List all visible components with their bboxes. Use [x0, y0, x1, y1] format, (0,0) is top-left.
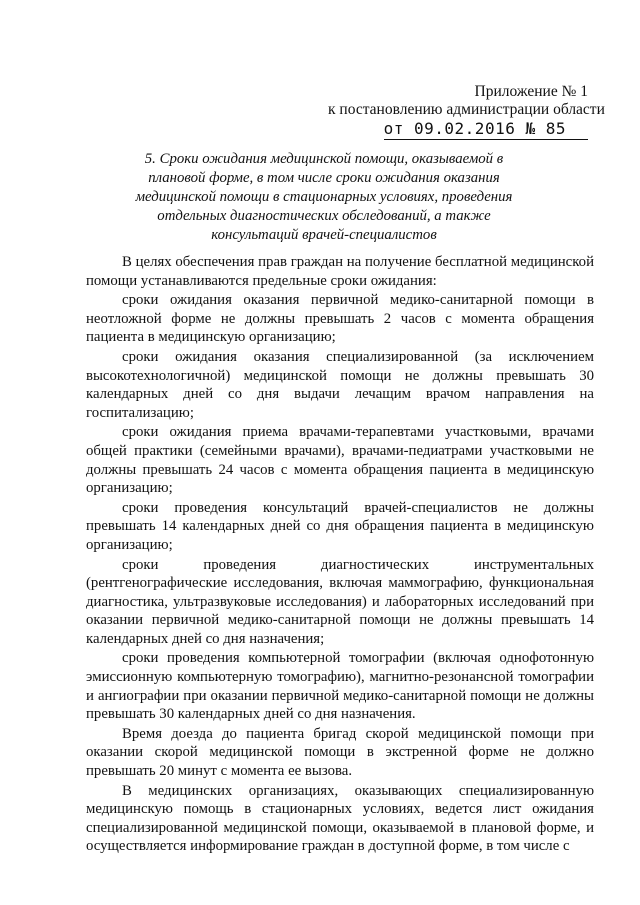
section-title: 5. Сроки ожидания медицинской помощи, оказываемой в плановой форме, в том числе сроки ожидания оказания медицинской помощи в стационарных условиях, проведения отдельных диагностических обследований, а также консультаций врачей-специалистов — [135, 151, 513, 243]
paragraph: В целях обеспечения прав граждан на получение бесплатной медицинской помощи устанавливаются предельные сроки ожидания: — [86, 254, 594, 289]
appendix-date: от 09.02.2016 № 85 — [384, 120, 588, 140]
appendix-title: Приложение № 1 — [474, 83, 588, 100]
paragraph: В медицинских организациях, оказывающих специализированную медицинскую помощь в стационарных условиях, ведется лист ожидания специализированной медицинской помощи, оказываемой в плановой форме, и осуществляется информирование граждан в доступной форме, в том числе с — [86, 782, 594, 855]
paragraph: сроки ожидания оказания специализированной (за исключением высокотехнологичной) медицинской помощи не должны превышать 30 календарных дней со дня выдачи лечащим врачом направления на госпитализацию; — [86, 348, 594, 421]
appendix-subtitle: к постановлению администрации области — [328, 101, 605, 118]
paragraph: сроки проведения диагностических инструментальных (рентгенографические исследования, включая маммографию, функциональная диагностика, ультразвуковые исследования) и лабораторных исследований при оказании первичной медико-санитарной помощи не должны превышать 14 календарных дней со дня назначения; — [86, 556, 594, 647]
body-text — [86, 253, 594, 857]
paragraph: сроки проведения компьютерной томографии (включая однофотонную эмиссионную компьютерную томографию), магнитно-резонансной томографии и ангиографии при оказании первичной медико-санитарной помощи не должны превышать 30 календарных дней со дня назначения. — [86, 650, 594, 723]
paragraph: сроки ожидания приема врачами-терапевтами участковыми, врачами общей практики (семейными врачами), врачами-педиатрами участковыми не должны превышать 24 часов с момента обращения пациента в медицинскую организацию; — [86, 424, 594, 497]
paragraph: Время доезда до пациента бригад скорой медицинской помощи при оказании скорой медицинской помощи в экстренной форме не должно превышать 20 минут с момента ее вызова. — [86, 725, 594, 780]
paragraph: сроки проведения консультаций врачей-специалистов не должны превышать 14 календарных дней со дня обращения пациента в медицинскую организацию; — [86, 499, 594, 553]
paragraph: сроки ожидания оказания первичной медико-санитарной помощи в неотложной форме не должны превышать 2 часов с момента обращения пациента в медицинскую организацию; — [86, 292, 594, 346]
appendix-header — [328, 83, 605, 140]
